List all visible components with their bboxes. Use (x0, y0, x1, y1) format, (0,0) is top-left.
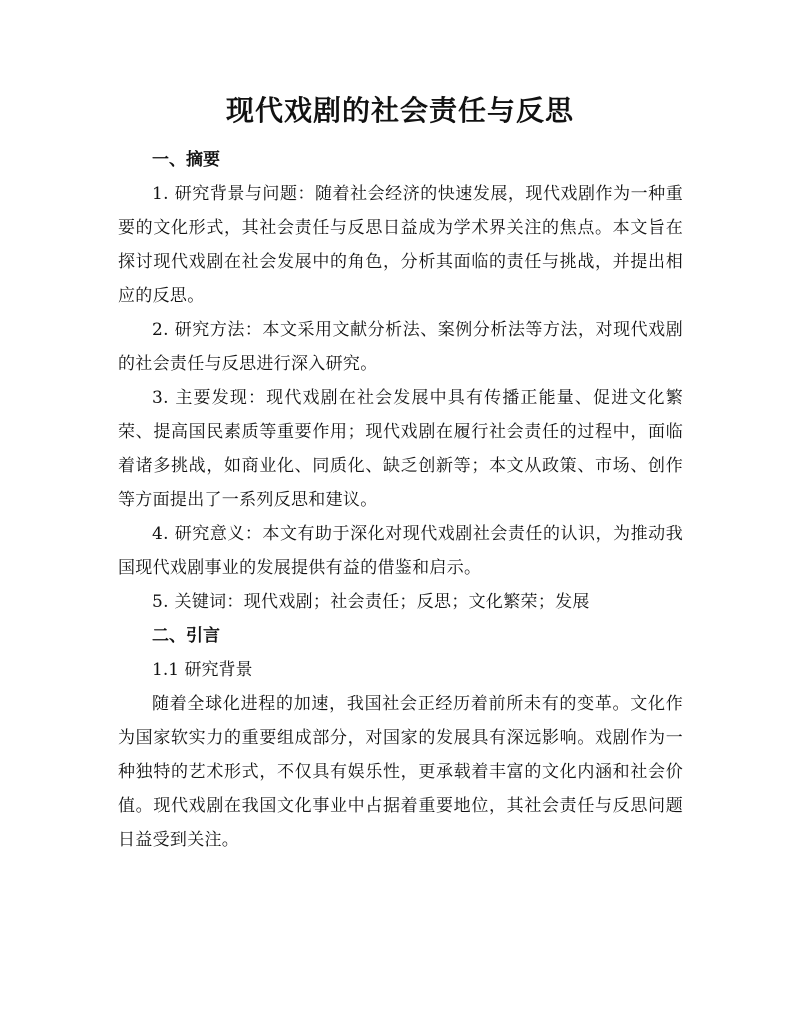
section-heading-abstract: 一、摘要 (152, 150, 220, 170)
abstract-item-background: 1. 研究背景与问题：随着社会经济的快速发展，现代戏剧作为一种重要的文化形式，其社会责任与反思日益成为学术界关注的焦点。本文旨在探讨现代戏剧在社会发展中的角色，分析其面临的责任与挑战，并提出相应的反思。 (118, 184, 683, 306)
document-title: 现代戏剧的社会责任与反思 (225, 94, 574, 127)
abstract-item-keywords: 5. 关键词：现代戏剧；社会责任；反思；文化繁荣；发展 (152, 592, 590, 612)
document-body (118, 143, 683, 857)
section-heading-introduction: 二、引言 (152, 626, 220, 646)
subsection-heading-background: 1.1 研究背景 (152, 660, 253, 680)
abstract-item-findings: 3. 主要发现：现代戏剧在社会发展中具有传播正能量、促进文化繁荣、提高国民素质等重要作用；现代戏剧在履行社会责任的过程中，面临着诸多挑战，如商业化、同质化、缺乏创新等；本文从政策、市场、创作等方面提出了一系列反思和建议。 (118, 388, 683, 510)
abstract-item-significance: 4. 研究意义：本文有助于深化对现代戏剧社会责任的认识，为推动我国现代戏剧事业的发展提供有益的借鉴和启示。 (118, 524, 683, 578)
abstract-item-method: 2. 研究方法：本文采用文献分析法、案例分析法等方法，对现代戏剧的社会责任与反思进行深入研究。 (118, 320, 683, 374)
introduction-paragraph: 随着全球化进程的加速，我国社会正经历着前所未有的变革。文化作为国家软实力的重要组成部分，对国家的发展具有深远影响。戏剧作为一种独特的艺术形式，不仅具有娱乐性，更承载着丰富的文化内涵和社会价值。现代戏剧在我国文化事业中占据着重要地位，其社会责任与反思问题日益受到关注。 (118, 694, 683, 850)
